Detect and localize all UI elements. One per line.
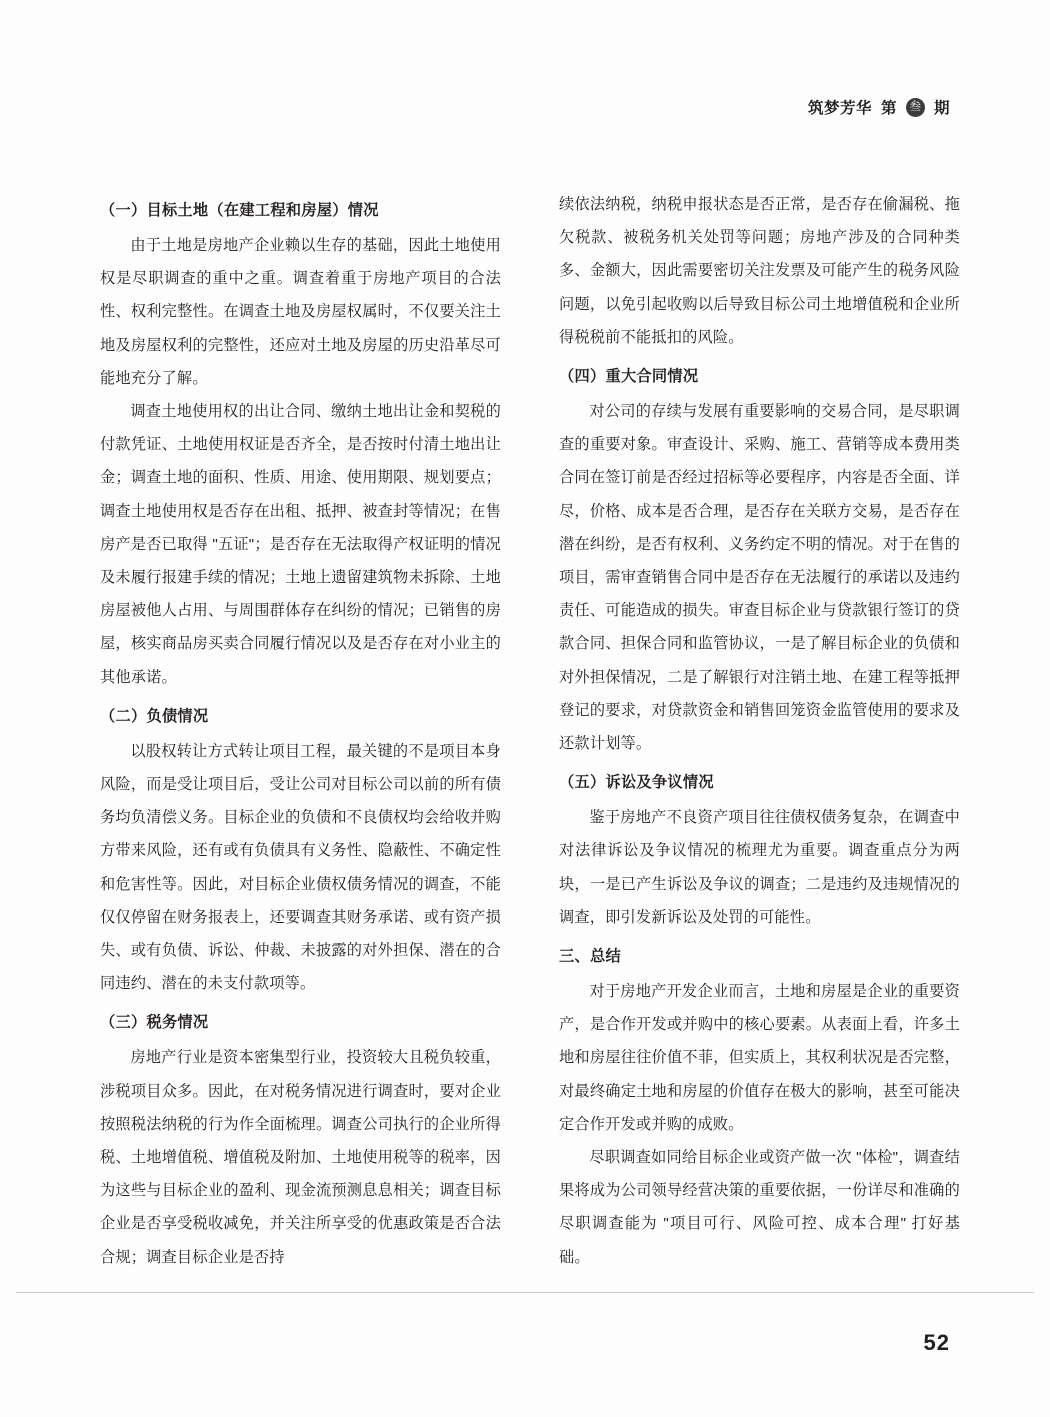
paragraph: 房地产行业是资本密集型行业，投资较大且税负较重，涉税项目众多。因此，在对税务情况进行调查时，要对企业按照税法纳税的行为作全面梳理。调查公司执行的企业所得税、土地增值税、增值税及附加、土地使用税等的税率，因为这些与目标企业的盈利、现金流预测息息相关；调查目标企业是否享受税收减免，并关注所享受的优惠政策是否合法合规；调查目标企业是否持 <box>100 1049 501 1266</box>
section-heading-4: （四）重大合同情况 <box>559 368 699 386</box>
paragraph: 对公司的存续与发展有重要影响的交易合同，是尽职调查的重要对象。审查设计、采购、施工、营销等成本费用类合同在签订前是否经过招标等必要程序，内容是否全面、详尽，价格、成本是否合理，是否存在关联方交易，是否存在潜在纠纷，是否有权利、义务约定不明的情况。对于在售的项目，需审查销售合同中是否存在无法履行的承诺以及违约责任、可能造成的损失。审查目标企业与贷款银行签订的贷款合同、担保合同和监管协议，一是了解目标企业的负债和对外担保情况，二是了解银行对注销土地、在建工程等抵押登记的要求，对贷款资金和销售回笼资金监管使用的要求及还款计划等。 <box>559 403 960 753</box>
page-header <box>808 96 950 118</box>
paragraph: 对于房地产开发企业而言，土地和房屋是企业的重要资产，是合作开发或并购中的核心要素。从表面上看，许多土地和房屋往往价值不菲，但实质上，其权利状况是否完整，对最终确定土地和房屋的价值存在极大的影响，甚至可能决定合作开发或并购的成败。 <box>559 983 960 1133</box>
section-heading-summary: 三、总结 <box>559 948 621 966</box>
section-heading-2: （二）负债情况 <box>100 707 209 725</box>
issue-suffix-label: 期 <box>933 100 950 117</box>
paragraph: 以股权转让方式转让项目工程，最关键的不是项目本身风险，而是受让项目后，受让公司对目标公司以前的所有债务均负清偿义务。目标企业的负债和不良债权均会给收并购方带来风险，还有或有负债具有义务性、隐蔽性、不确定性和危害性等。因此，对目标企业债权债务情况的调查，不能仅仅停留在财务报表上，还要调查其财务承诺、或有资产损失、或有负债、诉讼、仲裁、未披露的对外担保、潜在的合同违约、潜在的未支付款项等。 <box>100 742 501 993</box>
issue-prefix-label: 第 <box>880 100 897 117</box>
paragraph-continued: 续依法纳税，纳税申报状态是否正常，是否存在偷漏税、拖欠税款、被税务机关处罚等问题；房地产涉及的合同种类多、金额大，因此需要密切关注发票及可能产生的税务风险问题，以免引起收购以后导致目标公司土地增值税和企业所得税税前不能抵扣的风险。 <box>559 196 960 346</box>
paragraph: 鉴于房地产不良资产项目往往债权债务复杂，在调查中对法律诉讼及争议情况的梳理尤为重要。调查重点分为两块，一是已产生诉讼及争议的调查；二是违约及违规情况的调查，即引发新诉讼及处罚的可能性。 <box>559 809 960 926</box>
paragraph: 调查土地使用权的出让合同、缴纳土地出让金和契税的付款凭证、土地使用权证是否齐全，是否按时付清土地出让金；调查土地的面积、性质、用途、使用期限、规划要点；调查土地使用权是否存在出租、抵押、被查封等情况；在售房产是否已取得 "五证"；是否存在无法取得产权证明的情况及未履行报建手续的情况；土地上遗留建筑物未拆除、土地房屋被他人占用、与周围群体存在纠纷的情况；已销售的房屋，核实商品房买卖合同履行情况以及是否存在对小业主的其他承诺。 <box>100 403 501 686</box>
footer-divider <box>16 1292 1034 1293</box>
page-number: 52 <box>923 1330 950 1355</box>
right-column <box>559 188 960 1274</box>
page-body <box>100 188 960 1274</box>
section-heading-5: （五）诉讼及争议情况 <box>559 774 714 792</box>
left-column <box>100 188 501 1274</box>
publication-title: 筑梦芳华 <box>807 100 872 117</box>
section-heading-1: （一）目标土地（在建工程和房屋）情况 <box>100 202 379 219</box>
paragraph: 由于土地是房地产企业赖以生存的基础，因此土地使用权是尽职调查的重中之重。调查着重于房地产项目的合法性、权利完整性。在调查土地及房屋权属时，不仅要关注土地及房屋权利的完整性，还应对土地及房屋的历史沿革尽可能地充分了解。 <box>100 237 501 387</box>
paragraph: 尽职调查如同给目标企业或资产做一次 "体检"，调查结果将成为公司领导经营决策的重要依据，一份详尽和准确的尽职调查能为 "项目可行、风险可控、成本合理" 打好基础。 <box>559 1149 960 1266</box>
issue-number-badge: 叁 <box>906 98 925 117</box>
section-heading-3: （三）税务情况 <box>100 1014 209 1032</box>
